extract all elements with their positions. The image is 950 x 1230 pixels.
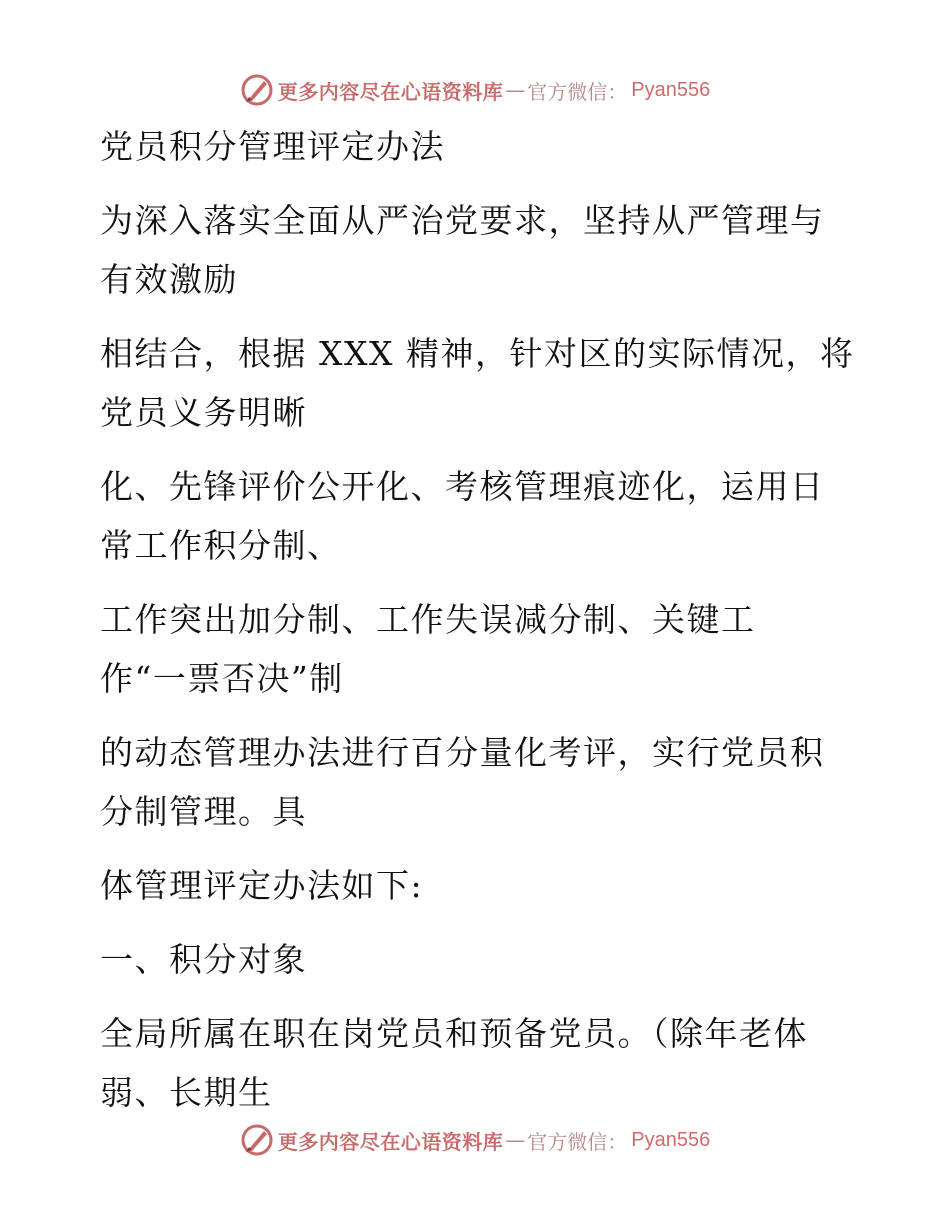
text-line: 有效激励	[100, 260, 238, 299]
document-title: 党员积分管理评定办法	[100, 127, 445, 166]
watermark-dash: —	[505, 1128, 526, 1152]
text-line: 分制管理。具	[100, 792, 307, 831]
wechat-label: 官方微信：	[527, 79, 628, 104]
wechat-id: Pyan556	[631, 1128, 711, 1151]
library-text: 更多内容尽在心语资料库	[277, 79, 504, 104]
footer-watermark	[0, 1120, 950, 1160]
text-line: 的动态管理办法进行百分量化考评，实行党员积	[100, 733, 825, 772]
text-line: 体管理评定办法如下:	[100, 866, 424, 905]
quill-pen-logo-icon	[240, 1123, 274, 1157]
wechat-label: 官方微信：	[527, 1129, 628, 1154]
text-line: 常工作积分制、	[100, 526, 342, 565]
text-line: 弱、长期生	[100, 1073, 273, 1112]
text-line: 为深入落实全面从严治党要求，坚持从严管理与	[100, 201, 825, 240]
text-line: 化、先锋评价公开化、考核管理痕迹化，运用日	[100, 467, 825, 506]
library-text: 更多内容尽在心语资料库	[277, 1129, 504, 1154]
section-heading: 一、积分对象	[100, 940, 307, 979]
text-line: 工作突出加分制、工作失误减分制、关键工	[100, 600, 756, 639]
text-line: 党员义务明晰	[100, 393, 307, 432]
wechat-id: Pyan556	[631, 78, 711, 101]
watermark-dash: —	[505, 78, 526, 102]
text-line: 全局所属在职在岗党员和预备党员。（除年老体	[100, 1014, 808, 1053]
text-line: 作“一票否决”制	[100, 659, 344, 698]
text-line: 相结合，根据 XXX 精神，针对区的实际情况，将	[100, 334, 855, 373]
